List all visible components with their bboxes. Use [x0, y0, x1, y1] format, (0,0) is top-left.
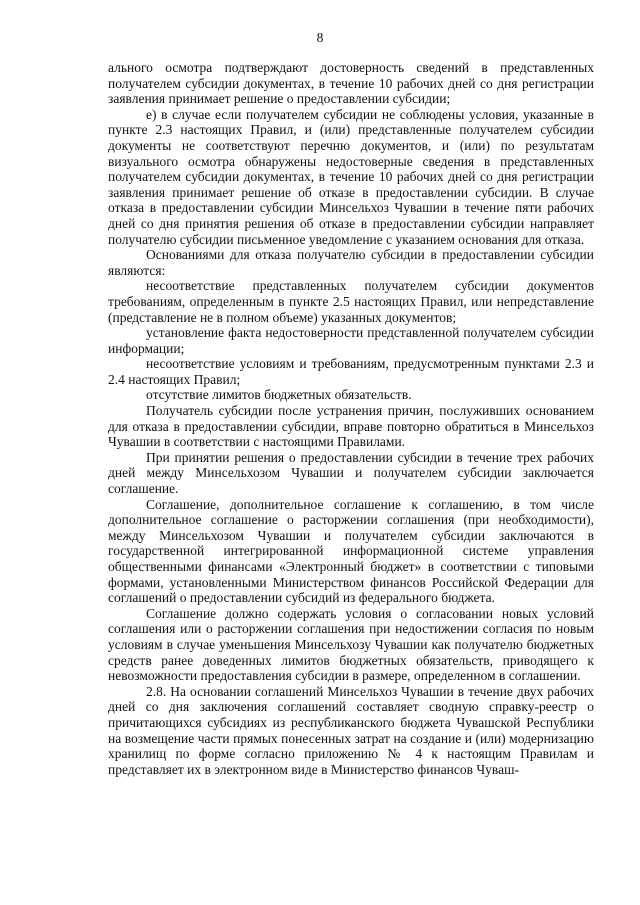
paragraph-refusal-grounds: Основаниями для отказа получателю субсидии в предоставлении субсидии являются:	[108, 247, 594, 278]
paragraph-2-8: 2.8. На основании соглашений Минсельхоз Чувашии в течение двух рабочих дней со дня заключения соглашений составляет сводную справку-реестр о причитающихся субсидиях из республиканского бюджета Чувашской Республики на возмещение части прямых понесенных затрат на создание и (или) модернизацию хранилищ по форме согласно приложению № 4 к настоящим Правилам и представляет их в электронном виде в Министерство финансов Чуваш-	[108, 683, 594, 777]
paragraph-ground-1: несоответствие представленных получателем субсидии документов требованиям, определенным в пункте 2.5 настоящих Правил, или непредставление (представление не в полном объеме) указанных документов;	[108, 278, 594, 325]
paragraph-continuation: ального осмотра подтверждают достоверность сведений в представленных получателем субсидии документах, в течение 10 рабочих дней со дня регистрации заявления принимает решение о предоставлении субсидии;	[108, 60, 594, 107]
paragraph-reapply: Получатель субсидии после устранения причин, послуживших основанием для отказа в предоставлении субсидии, вправе повторно обратиться в Минсельхоз Чувашии в соответствии с настоящими Правилами.	[108, 403, 594, 450]
paragraph-item-e: е) в случае если получателем субсидии не соблюдены условия, указанные в пункте 2.3 настоящих Правил, и (или) представленные получателем субсидии документы не соответствуют перечню документов, и (или) по результатам визуального осмотра обнаружены недостоверные сведения в представленных получателем субсидии документах, в течение 10 рабочих дней со дня регистрации заявления принимает решение об отказе в предоставлении субсидии. В случае отказа в предоставлении субсидии Минсельхоз Чувашии в течение пяти рабочих дней со дня принятия решения об отказе в предоставлении субсидии направляет получателю субсидии письменное уведомление с указанием основания для отказа.	[108, 106, 594, 247]
paragraph-ground-4: отсутствие лимитов бюджетных обязательств.	[146, 387, 412, 403]
paragraph-agreement-terms: Соглашение должно содержать условия о согласовании новых условий соглашения или о расторжении соглашения при недостижении согласия по новым условиям в случае уменьшения Минсельхозу Чувашии как получателю бюджетных средств ранее доведенных лимитов бюджетных обязательств, приводящего к невозможности предоставления субсидии в размере, определенном в соглашении.	[108, 605, 594, 684]
paragraph-electronic-budget: Соглашение, дополнительное соглашение к соглашению, в том числе дополнительное соглашение о расторжении соглашения (при необходимости), между Минсельхозом Чувашии и получателем субсидии заключаются в государственной интегрированной информационной системе управления общественными финансами «Электронный бюджет» в соответствии с типовыми формами, установленными Министерством финансов Российской Федерации для соглашений о предоставлении субсидий из федерального бюджета.	[108, 496, 594, 606]
document-body	[108, 60, 594, 777]
paragraph-ground-3: несоответствие условиям и требованиям, предусмотренным пунктами 2.3 и 2.4 настоящих Правил;	[108, 356, 594, 387]
paragraph-agreement: При принятии решения о предоставлении субсидии в течение трех рабочих дней между Минсельхозом Чувашии и получателем субсидии заключается соглашение.	[108, 449, 594, 497]
paragraph-ground-2: установление факта недостоверности представленной получателем субсидии информации;	[108, 325, 594, 356]
page-number: 8	[316, 30, 324, 45]
